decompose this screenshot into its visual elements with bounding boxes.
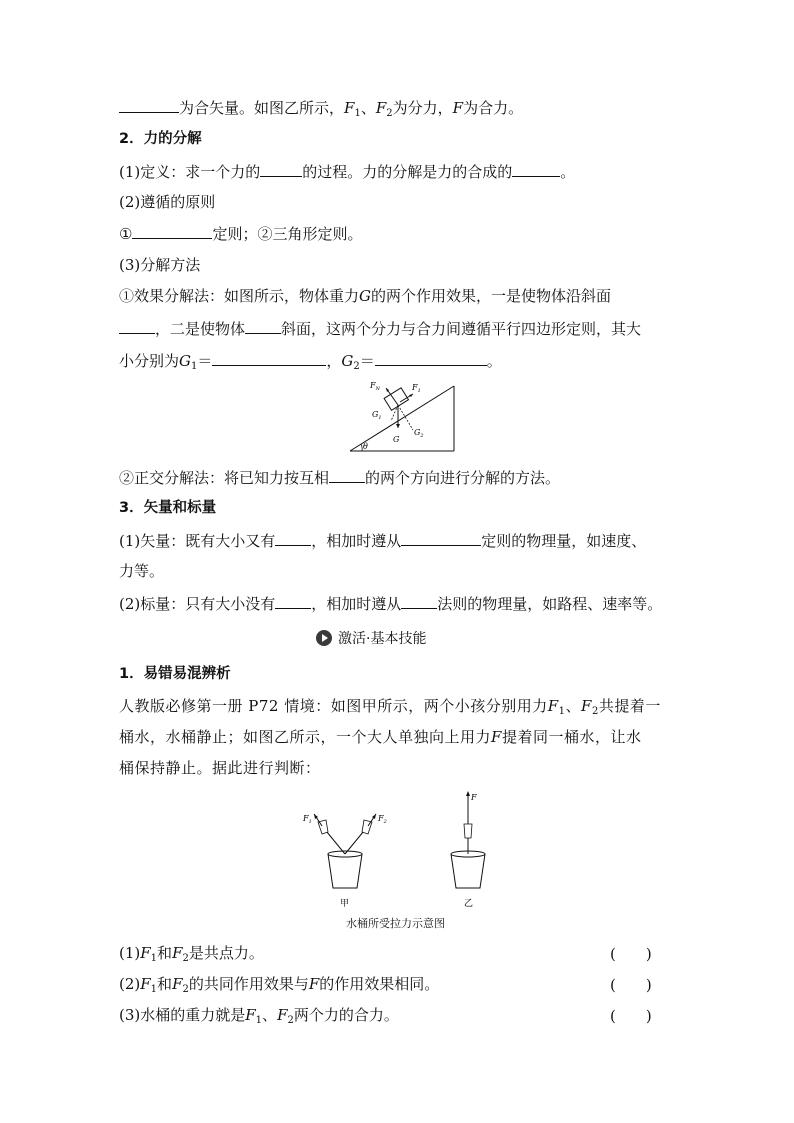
heading-error-analysis: 1．易错易混辨析	[119, 666, 231, 682]
subscript: 2	[353, 361, 360, 372]
bucket-a	[302, 814, 387, 909]
bucket-b-body	[451, 854, 485, 888]
answer-blank[interactable]	[212, 350, 326, 366]
text: 的两个方向进行分解的方法。	[365, 469, 561, 487]
g-arrowhead	[396, 424, 400, 428]
symbol: F	[277, 1006, 288, 1024]
text-line	[119, 467, 560, 488]
text-line	[119, 530, 646, 551]
text: 两个力的合力。	[293, 1006, 399, 1024]
text-line	[119, 318, 641, 339]
answer-blank[interactable]	[401, 593, 437, 609]
text: 和	[157, 944, 173, 962]
subscript: 1	[150, 953, 158, 964]
symbol: F	[172, 944, 183, 962]
text: (2)	[119, 975, 141, 993]
symbol: G	[179, 352, 191, 370]
answer-blank[interactable]	[512, 161, 560, 177]
text: ①	[119, 225, 133, 243]
text: 的作用效果相同。	[319, 975, 440, 993]
answer-blank[interactable]	[119, 97, 179, 113]
symbol: F	[491, 728, 502, 746]
subscript: 1	[255, 1015, 263, 1026]
text: 的两个作用效果，一是使物体沿斜面	[371, 287, 612, 305]
text-line: (2)遵循的原则	[119, 193, 216, 211]
text: 小分别为	[119, 352, 180, 370]
text: 定则；②三角形定则。	[212, 225, 363, 243]
text: ②正交分解法：将已知力按互相	[119, 469, 330, 487]
heading-force-decomposition: 2．力的分解	[119, 131, 202, 147]
text-line: (3)分解方法	[119, 256, 201, 274]
question-1	[119, 943, 264, 969]
heading-vector-scalar: 3．矢量和标量	[119, 500, 217, 516]
bucket-a-body	[328, 854, 362, 888]
text: 、	[565, 697, 582, 715]
text: 、	[360, 99, 376, 117]
subscript: 1	[191, 361, 198, 372]
f-label: F	[471, 793, 477, 802]
text: 。	[560, 163, 576, 181]
subscript: 2	[287, 1015, 294, 1026]
subscript: 2	[386, 108, 393, 119]
text: 为分力，	[392, 99, 453, 117]
text-line	[119, 223, 362, 244]
text: 法则的物理量，如路程、速率等。	[437, 595, 663, 613]
text: ，相加时遵从	[311, 595, 402, 613]
text: (3)水桶的重力就是	[119, 1006, 246, 1024]
incline-figure	[348, 378, 460, 454]
symbol: F	[344, 99, 355, 117]
play-icon	[316, 630, 332, 646]
text: 的过程。力的分解是力的合成的	[302, 163, 513, 181]
symbol: F	[140, 975, 151, 993]
f-arrowhead	[466, 791, 470, 796]
answer-blank[interactable]	[260, 161, 302, 177]
fn-label: $F_N$	[370, 381, 380, 392]
g2-dashed	[398, 405, 413, 430]
answer-blank[interactable]	[401, 530, 481, 546]
text: 和	[157, 975, 173, 993]
subscript: 2	[182, 984, 189, 995]
text-line	[119, 286, 611, 306]
text: 共提着一	[598, 697, 661, 715]
subscript: 1	[558, 706, 566, 717]
subscript: 1	[150, 984, 158, 995]
text: (1)	[119, 944, 141, 962]
symbol: G	[359, 287, 371, 305]
text-line: 力等。	[119, 562, 165, 580]
answer-blank[interactable]	[119, 318, 155, 334]
answer-blank[interactable]	[275, 593, 311, 609]
symbol: F	[452, 99, 464, 117]
answer-blank[interactable]	[132, 223, 212, 239]
symbol: F	[308, 975, 320, 993]
bucket-b	[451, 791, 485, 909]
text: 的共同作用效果与	[188, 975, 309, 993]
section-header	[316, 628, 426, 648]
section-title: 激活·基本技能	[338, 631, 427, 647]
answer-parentheses[interactable]: ( )	[610, 1007, 652, 1025]
text: 为合矢量。如图乙所示，	[179, 99, 345, 117]
f1-label: $F_1$	[303, 814, 312, 825]
label-jia: 甲	[340, 899, 350, 909]
text: 为合力。	[463, 99, 524, 117]
symbol: G	[341, 352, 354, 370]
answer-parentheses[interactable]: ( )	[610, 976, 652, 994]
text: ①效果分解法：如图所示，物体重力	[119, 287, 360, 305]
symbol: F	[245, 1006, 256, 1024]
symbol: F	[581, 697, 592, 715]
subscript: 1	[354, 108, 361, 119]
text: 。	[486, 352, 502, 370]
g1-label: $G_1$	[372, 410, 382, 421]
text: 提着同一桶水，让水	[501, 728, 642, 746]
text: ＝	[197, 352, 213, 370]
text: ＝	[359, 352, 375, 370]
symbol: F	[547, 697, 559, 715]
text-line	[119, 593, 662, 614]
text: ，相加时遵从	[311, 532, 402, 550]
text: 定则的物理量，如速度、	[481, 532, 647, 550]
text-line: 桶保持静止。据此进行判断：	[119, 759, 321, 777]
answer-blank[interactable]	[375, 350, 487, 366]
theta-label: θ	[363, 442, 368, 451]
answer-blank[interactable]	[329, 467, 365, 483]
text: ，	[326, 352, 342, 370]
figure-caption: 水桶所受拉力示意图	[346, 917, 445, 930]
text-line	[119, 696, 661, 722]
text: 人教版必修第一册 P72 情境：如图甲所示，两个小孩分别用力	[119, 697, 548, 715]
text: 、	[262, 1006, 278, 1024]
answer-blank[interactable]	[275, 530, 311, 546]
text: 桶水，水桶静止；如图乙所示，一个大人单独向上用力	[119, 728, 492, 746]
angle-arc	[361, 444, 362, 451]
answer-parentheses[interactable]: ( )	[610, 945, 652, 963]
subscript: 2	[182, 953, 189, 964]
question-3	[119, 1005, 399, 1031]
symbol: F	[172, 975, 183, 993]
hand-top	[464, 824, 472, 838]
symbol: F	[140, 944, 151, 962]
text: ，二是使物体	[155, 320, 246, 338]
text: (2)标量：只有大小没有	[119, 595, 276, 613]
bucket-figure	[300, 788, 500, 912]
text: 是共点力。	[188, 944, 264, 962]
text-line	[119, 727, 641, 747]
f1-label: $F_1$	[412, 383, 421, 394]
text-line	[119, 350, 502, 377]
f2-label: $F_2$	[378, 814, 387, 825]
question-2	[119, 974, 439, 1000]
g-label: G	[393, 435, 400, 444]
text-line	[119, 161, 575, 182]
text: 斜面，这两个分力与合力间遵循平行四边形定则，其大	[281, 320, 642, 338]
text: (1)定义：求一个力的	[119, 163, 261, 181]
text: (1)矢量：既有大小又有	[119, 532, 276, 550]
subscript: 2	[591, 706, 599, 717]
answer-blank[interactable]	[245, 318, 281, 334]
text-line	[119, 97, 523, 124]
label-yi: 乙	[464, 899, 474, 909]
g2-label: $G_2$	[414, 428, 424, 439]
symbol: F	[375, 99, 387, 117]
